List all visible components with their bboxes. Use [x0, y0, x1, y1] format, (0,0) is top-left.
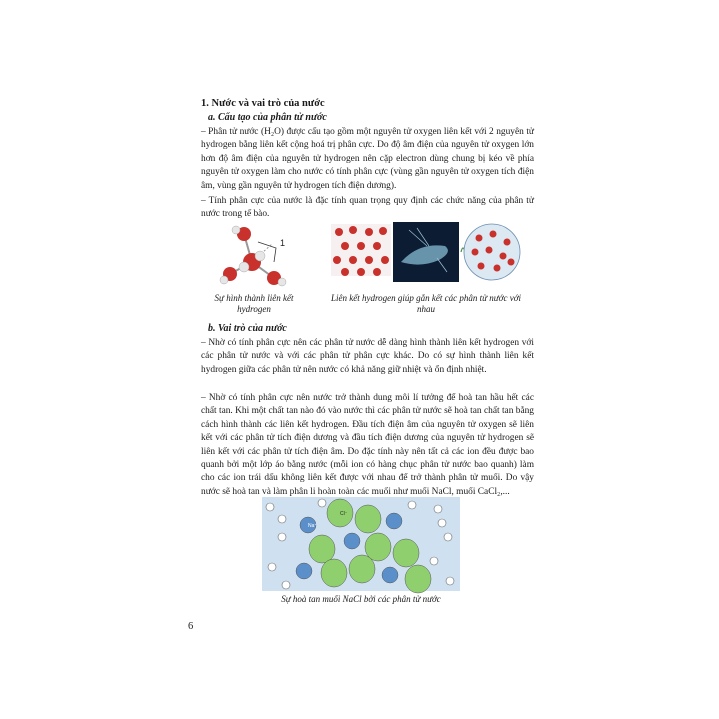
nacl-dissolution-figure — [262, 497, 460, 591]
sodium-ion — [344, 533, 360, 549]
paragraph-solvent: – Nhờ có tính phân cực nên nước trở thành dung môi lí tưởng để hoà tan hầu hết các chất tan. Khi một chất tan nào đó vào nước thì các phân tử nước sẽ hoà tan chất tan bằng cách hình thành các liên kết hydrogen. Đầu tích điện âm của nguyên tử oxygen sẽ liên kết với các phân tử tích điện dương và đầu tích điện dương của nguyên tử hydrogen sẽ liên kết với các phân tử tích điện âm. Do đặc tính này nên tất cả các ion đều được bao quanh bởi một lớp áo bằng nước (mỗi ion có hàng chục phân tử nước bao quanh) làm cho các ion trái dấu không liên kết được với nhau để trở thành phân tử muối. Do vậy nước sẽ hoà tan và làm phân li hoàn toàn các muối như muối NaCl, muối CaCl₂,... — [201, 393, 534, 497]
paragraph-polarity: – Tính phân cực của nước là đặc tính quan trọng quy định các chức năng của phân tử nước trong tế bào. — [201, 196, 534, 220]
sodium-ion — [386, 513, 402, 529]
water-molecule — [278, 515, 286, 523]
ion-label-cl: Cl⁻ — [340, 511, 348, 517]
chloride-ion — [349, 555, 375, 583]
chloride-ion — [321, 559, 347, 587]
water-molecule-illustration — [220, 226, 286, 286]
water-molecule — [438, 519, 446, 527]
figure3-caption: Sự hoà tan muối NaCl bởi các phân tử nước — [281, 594, 441, 604]
sodium-ion — [296, 563, 312, 579]
water-molecule — [268, 563, 276, 571]
water-molecule — [444, 533, 452, 541]
paragraph-hydrogen-bond: – Nhờ có tính phân cực nên các phân tử nước dễ dàng hình thành liên kết hydrogen với các phân tử nước và với các phân tử phân cực khác. Do có sự hình thành liên kết hydrogen giữa các phân tử nên nước có khả năng giữ nhiệt và ổn định nhiệt. — [201, 338, 534, 375]
page-number: 6 — [188, 621, 194, 632]
chloride-ion — [309, 535, 335, 563]
figure2-caption: Liên kết hydrogen giúp gắn kết các phân tử nước với nhau — [330, 293, 522, 314]
hydrogen-bond-figure — [329, 222, 523, 290]
water-molecule — [430, 557, 438, 565]
section-title: 1. Nước và vai trò của nước — [201, 98, 325, 109]
water-molecule — [266, 503, 274, 511]
paragraph-water-structure: – Phân tử nước (H₂O) được cấu tạo gồm một nguyên tử oxygen liên kết với 2 nguyên tử hydrogen bằng liên kết cộng hoá trị phân cực. Do độ âm điện của nguyên tử oxygen lớn hơn độ âm điện của nguyên tử hydrogen nên cặp electron dùng chung bị kéo về phía nguyên tử oxygen làm cho nước có tính phân cực (vùng gần nguyên tử oxygen tích điện âm, vùng gần nguyên tử hydrogen tích điện dương). — [201, 127, 534, 191]
figure1-caption: Sự hình thành liên kết hydrogen — [214, 293, 294, 314]
water-molecule — [318, 499, 326, 507]
water-molecule — [408, 501, 416, 509]
water-molecule — [282, 581, 290, 589]
ion-label-na: Na⁺ — [308, 523, 318, 529]
sodium-ion — [382, 567, 398, 583]
water-molecule — [278, 533, 286, 541]
water-molecule — [434, 505, 442, 513]
chloride-ion — [393, 539, 419, 567]
chloride-ion — [405, 565, 431, 593]
figure-label-1: 1 — [280, 238, 286, 248]
water-molecule-figure — [214, 222, 294, 292]
water-molecule — [446, 577, 454, 585]
chloride-ion — [355, 505, 381, 533]
subsection-a-title: a. Cấu tạo của phân tử nước — [208, 112, 327, 123]
subsection-b-title: b. Vai trò của nước — [208, 323, 287, 334]
